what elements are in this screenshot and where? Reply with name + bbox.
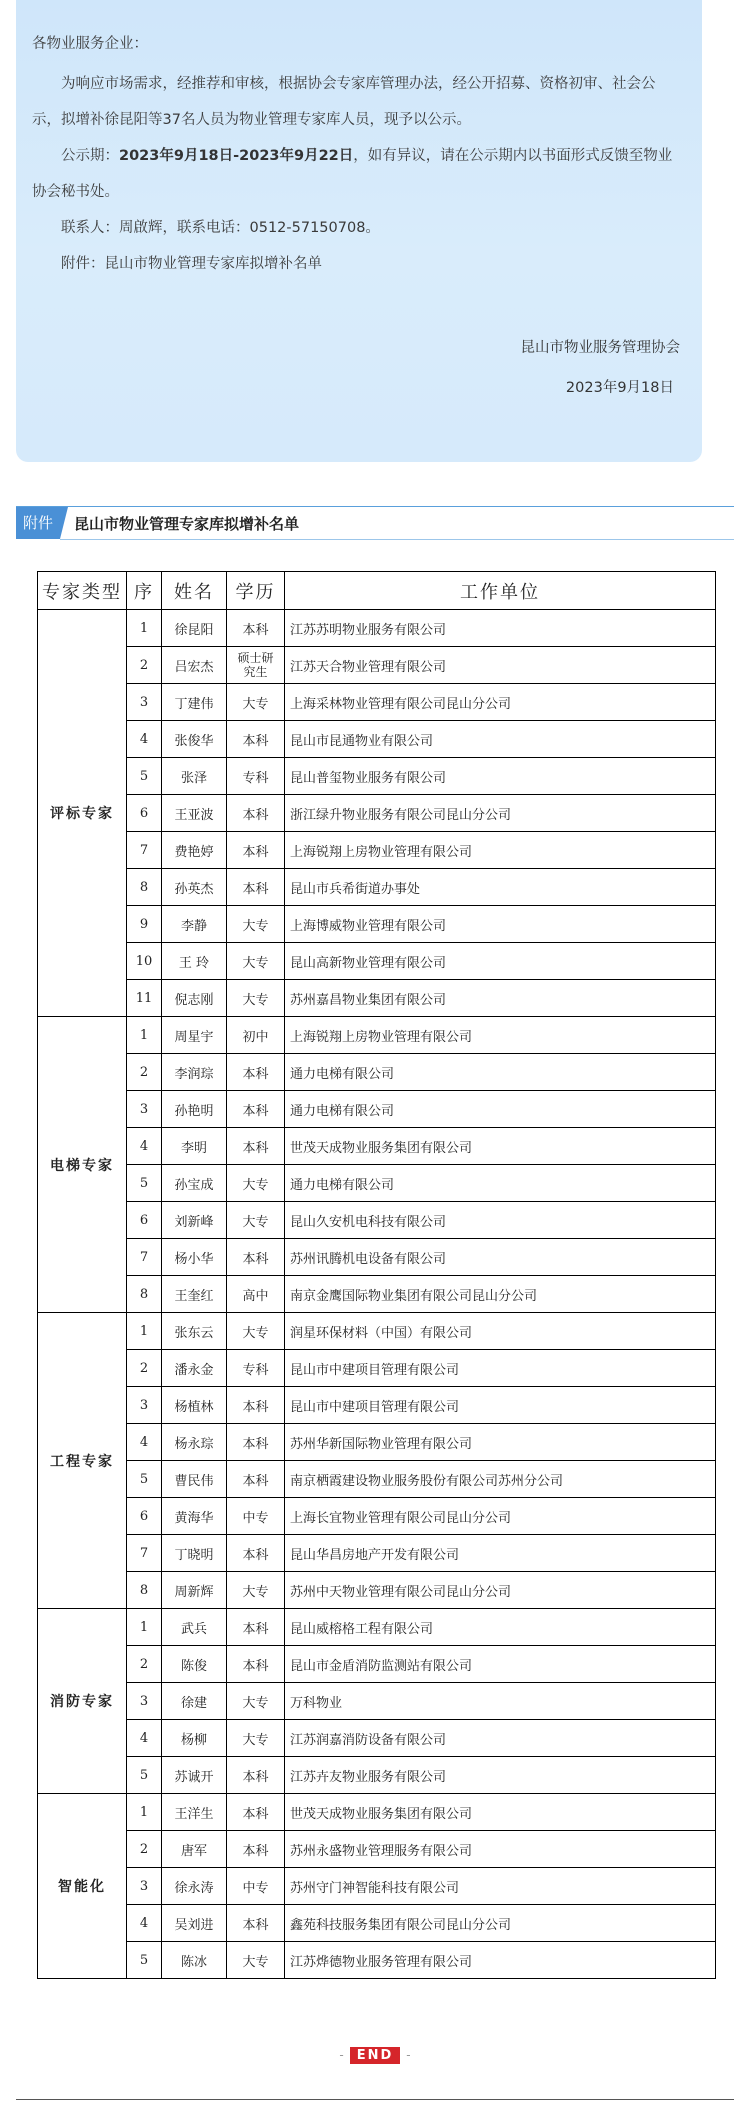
table-row <box>38 1239 716 1276</box>
no-cell: 1 <box>127 1017 162 1054</box>
notice-attachment: 附件：昆山市物业管理专家库拟增补名单 <box>61 256 322 272</box>
unit-cell: 昆山市金盾消防监测站有限公司 <box>285 1646 716 1683</box>
unit-cell: 苏州永盛物业管理服务有限公司 <box>285 1831 716 1868</box>
category-cell: 评标专家 <box>38 610 127 1017</box>
name-cell: 黄海华 <box>162 1498 227 1535</box>
no-cell: 6 <box>127 1202 162 1239</box>
no-cell: 4 <box>127 1128 162 1165</box>
unit-cell: 昆山威榕格工程有限公司 <box>285 1609 716 1646</box>
table-row <box>38 943 716 980</box>
no-cell: 5 <box>127 758 162 795</box>
name-cell: 杨植林 <box>162 1387 227 1424</box>
unit-cell: 上海锐翔上房物业管理有限公司 <box>285 832 716 869</box>
education-cell: 大专 <box>227 1165 285 1202</box>
no-cell: 2 <box>127 1831 162 1868</box>
education-cell: 大专 <box>227 684 285 721</box>
name-cell: 周新辉 <box>162 1572 227 1609</box>
table-row <box>38 1609 716 1646</box>
no-cell: 2 <box>127 1646 162 1683</box>
name-cell: 吕宏杰 <box>162 647 227 684</box>
period-rest: ，如有异议，请在公示期内以书面形式反馈至物业协会秘书处。 <box>32 148 673 200</box>
header-no: 序 <box>127 572 162 610</box>
name-cell: 徐昆阳 <box>162 610 227 647</box>
header-name: 姓名 <box>162 572 227 610</box>
education-cell: 本科 <box>227 1054 285 1091</box>
name-cell: 唐军 <box>162 1831 227 1868</box>
expert-table <box>37 571 716 1979</box>
table-row <box>38 1498 716 1535</box>
bottom-rule <box>16 2099 734 2100</box>
table-row <box>38 721 716 758</box>
name-cell: 倪志刚 <box>162 980 227 1017</box>
name-cell: 李明 <box>162 1128 227 1165</box>
no-cell: 2 <box>127 647 162 684</box>
name-cell: 李静 <box>162 906 227 943</box>
education-cell: 本科 <box>227 1091 285 1128</box>
no-cell: 2 <box>127 1054 162 1091</box>
unit-cell: 通力电梯有限公司 <box>285 1054 716 1091</box>
table-row <box>38 684 716 721</box>
no-cell: 4 <box>127 1720 162 1757</box>
name-cell: 杨小华 <box>162 1239 227 1276</box>
end-marker <box>325 2044 425 2063</box>
no-cell: 3 <box>127 1868 162 1905</box>
table-row <box>38 832 716 869</box>
unit-cell: 南京金鹰国际物业集团有限公司昆山分公司 <box>285 1276 716 1313</box>
unit-cell: 昆山普玺物业服务有限公司 <box>285 758 716 795</box>
education-cell: 高中 <box>227 1276 285 1313</box>
name-cell: 张俊华 <box>162 721 227 758</box>
name-cell: 吴刘进 <box>162 1905 227 1942</box>
name-cell: 费艳婷 <box>162 832 227 869</box>
no-cell: 1 <box>127 1794 162 1831</box>
no-cell: 5 <box>127 1461 162 1498</box>
annex-tag-tail <box>60 507 68 539</box>
period-value: 2023年9月18日-2023年9月22日 <box>119 148 354 164</box>
name-cell: 王亚波 <box>162 795 227 832</box>
unit-cell: 江苏润嘉消防设备有限公司 <box>285 1720 716 1757</box>
no-cell: 1 <box>127 1609 162 1646</box>
education-cell: 专科 <box>227 1350 285 1387</box>
unit-cell: 上海采林物业管理有限公司昆山分公司 <box>285 684 716 721</box>
table-row <box>38 1165 716 1202</box>
name-cell: 刘新峰 <box>162 1202 227 1239</box>
education-cell: 本科 <box>227 1831 285 1868</box>
header-category: 专家类型 <box>38 572 127 610</box>
no-cell: 9 <box>127 906 162 943</box>
name-cell: 张东云 <box>162 1313 227 1350</box>
no-cell: 3 <box>127 684 162 721</box>
name-cell: 杨永琮 <box>162 1424 227 1461</box>
education-cell: 本科 <box>227 1535 285 1572</box>
name-cell: 曹民伟 <box>162 1461 227 1498</box>
table-row <box>38 1054 716 1091</box>
unit-cell: 昆山高新物业管理有限公司 <box>285 943 716 980</box>
education-cell: 中专 <box>227 1498 285 1535</box>
unit-cell: 江苏天合物业管理有限公司 <box>285 647 716 684</box>
education-cell: 本科 <box>227 1424 285 1461</box>
name-cell: 陈冰 <box>162 1942 227 1979</box>
notice-greeting: 各物业服务企业： <box>32 36 148 52</box>
unit-cell: 世茂天成物业服务集团有限公司 <box>285 1794 716 1831</box>
education-cell: 本科 <box>227 721 285 758</box>
name-cell: 武兵 <box>162 1609 227 1646</box>
unit-cell: 鑫苑科技服务集团有限公司昆山分公司 <box>285 1905 716 1942</box>
education-cell: 本科 <box>227 1461 285 1498</box>
issuing-organization: 昆山市物业服务管理协会 <box>520 340 680 356</box>
education-cell: 硕士研究生 <box>227 647 285 684</box>
table-row <box>38 758 716 795</box>
education-cell: 本科 <box>227 869 285 906</box>
table-row <box>38 1757 716 1794</box>
education-cell: 本科 <box>227 1387 285 1424</box>
unit-cell: 通力电梯有限公司 <box>285 1091 716 1128</box>
education-cell: 本科 <box>227 1757 285 1794</box>
no-cell: 7 <box>127 1239 162 1276</box>
unit-cell: 南京栖霞建设物业服务股份有限公司苏州分公司 <box>285 1461 716 1498</box>
table-row <box>38 1868 716 1905</box>
annex-header <box>16 506 734 562</box>
header-unit: 工作单位 <box>285 572 716 610</box>
education-cell: 大专 <box>227 980 285 1017</box>
category-cell: 消防专家 <box>38 1609 127 1794</box>
unit-cell: 苏州华新国际物业管理有限公司 <box>285 1424 716 1461</box>
table-row <box>38 1387 716 1424</box>
annex-tag: 附件 <box>16 507 60 539</box>
education-cell: 本科 <box>227 610 285 647</box>
table-row <box>38 906 716 943</box>
end-dash-right: - <box>406 2048 411 2062</box>
table-row <box>38 869 716 906</box>
no-cell: 4 <box>127 1905 162 1942</box>
name-cell: 陈俊 <box>162 1646 227 1683</box>
no-cell: 5 <box>127 1757 162 1794</box>
education-cell: 本科 <box>227 795 285 832</box>
table-row <box>38 610 716 647</box>
no-cell: 3 <box>127 1091 162 1128</box>
table-header-row <box>38 572 716 610</box>
education-cell: 本科 <box>227 1239 285 1276</box>
no-cell: 8 <box>127 1572 162 1609</box>
name-cell: 潘永金 <box>162 1350 227 1387</box>
table-row <box>38 1646 716 1683</box>
unit-cell: 昆山市中建项目管理有限公司 <box>285 1387 716 1424</box>
table-row <box>38 980 716 1017</box>
table-row <box>38 1276 716 1313</box>
name-cell: 丁晓明 <box>162 1535 227 1572</box>
education-cell: 本科 <box>227 832 285 869</box>
no-cell: 5 <box>127 1942 162 1979</box>
name-cell: 王奎红 <box>162 1276 227 1313</box>
education-cell: 大专 <box>227 943 285 980</box>
name-cell: 徐建 <box>162 1683 227 1720</box>
no-cell: 8 <box>127 1276 162 1313</box>
unit-cell: 昆山市兵希街道办事处 <box>285 869 716 906</box>
education-cell: 初中 <box>227 1017 285 1054</box>
name-cell: 苏诚开 <box>162 1757 227 1794</box>
no-cell: 2 <box>127 1350 162 1387</box>
no-cell: 6 <box>127 1498 162 1535</box>
name-cell: 杨柳 <box>162 1720 227 1757</box>
unit-cell: 上海长宜物业管理有限公司昆山分公司 <box>285 1498 716 1535</box>
unit-cell: 昆山久安机电科技有限公司 <box>285 1202 716 1239</box>
table-row <box>38 1905 716 1942</box>
notice-contact: 联系人：周啟辉，联系电话：0512-57150708。 <box>61 220 380 236</box>
period-label: 公示期： <box>61 148 119 164</box>
unit-cell: 上海锐翔上房物业管理有限公司 <box>285 1017 716 1054</box>
table-row <box>38 1017 716 1054</box>
unit-cell: 通力电梯有限公司 <box>285 1165 716 1202</box>
notice-paragraph: 为响应市场需求，经推荐和审核，根据协会专家库管理办法，经公开招募、资格初审、社会公示，拟增补徐昆阳等37名人员为物业管理专家库人员，现予以公示。 <box>32 76 656 128</box>
name-cell: 孙英杰 <box>162 869 227 906</box>
unit-cell: 浙江绿升物业服务有限公司昆山分公司 <box>285 795 716 832</box>
table-row <box>38 1202 716 1239</box>
education-cell: 大专 <box>227 1572 285 1609</box>
education-cell: 本科 <box>227 1646 285 1683</box>
unit-cell: 昆山市中建项目管理有限公司 <box>285 1350 716 1387</box>
table-row <box>38 1683 716 1720</box>
name-cell: 孙宝成 <box>162 1165 227 1202</box>
unit-cell: 苏州讯腾机电设备有限公司 <box>285 1239 716 1276</box>
notice-period <box>32 138 682 210</box>
expert-table-wrapper <box>37 571 715 1979</box>
no-cell: 3 <box>127 1683 162 1720</box>
education-cell: 大专 <box>227 906 285 943</box>
category-cell: 智能化 <box>38 1794 127 1979</box>
name-cell: 李润琮 <box>162 1054 227 1091</box>
table-row <box>38 1720 716 1757</box>
education-cell: 大专 <box>227 1683 285 1720</box>
end-dash-left: - <box>339 2048 344 2062</box>
no-cell: 11 <box>127 980 162 1017</box>
unit-cell: 苏州守门神智能科技有限公司 <box>285 1868 716 1905</box>
name-cell: 周星宇 <box>162 1017 227 1054</box>
education-cell: 大专 <box>227 1720 285 1757</box>
no-cell: 3 <box>127 1387 162 1424</box>
unit-cell: 江苏卉友物业服务有限公司 <box>285 1757 716 1794</box>
no-cell: 7 <box>127 1535 162 1572</box>
table-row <box>38 1535 716 1572</box>
no-cell: 4 <box>127 721 162 758</box>
education-cell: 专科 <box>227 758 285 795</box>
education-cell: 本科 <box>227 1905 285 1942</box>
unit-cell: 苏州中天物业管理有限公司昆山分公司 <box>285 1572 716 1609</box>
education-cell: 大专 <box>227 1202 285 1239</box>
name-cell: 王 玲 <box>162 943 227 980</box>
education-cell: 中专 <box>227 1868 285 1905</box>
table-row <box>38 1350 716 1387</box>
annex-bottom-rule <box>60 539 734 540</box>
table-row <box>38 1942 716 1979</box>
category-cell: 工程专家 <box>38 1313 127 1609</box>
no-cell: 10 <box>127 943 162 980</box>
education-cell: 本科 <box>227 1128 285 1165</box>
unit-cell: 世茂天成物业服务集团有限公司 <box>285 1128 716 1165</box>
table-row <box>38 1128 716 1165</box>
unit-cell: 昆山市昆通物业有限公司 <box>285 721 716 758</box>
table-row <box>38 1794 716 1831</box>
name-cell: 张泽 <box>162 758 227 795</box>
unit-cell: 苏州嘉昌物业集团有限公司 <box>285 980 716 1017</box>
table-row <box>38 795 716 832</box>
unit-cell: 江苏烨德物业服务管理有限公司 <box>285 1942 716 1979</box>
education-cell: 本科 <box>227 1794 285 1831</box>
no-cell: 4 <box>127 1424 162 1461</box>
unit-cell: 江苏苏明物业服务有限公司 <box>285 610 716 647</box>
header-education: 学历 <box>227 572 285 610</box>
table-row <box>38 1572 716 1609</box>
table-row <box>38 1313 716 1350</box>
issue-date: 2023年9月18日 <box>565 380 674 396</box>
unit-cell: 万科物业 <box>285 1683 716 1720</box>
no-cell: 7 <box>127 832 162 869</box>
name-cell: 丁建伟 <box>162 684 227 721</box>
unit-cell: 润星环保材料（中国）有限公司 <box>285 1313 716 1350</box>
no-cell: 6 <box>127 795 162 832</box>
unit-cell: 昆山华昌房地产开发有限公司 <box>285 1535 716 1572</box>
unit-cell: 上海博威物业管理有限公司 <box>285 906 716 943</box>
annex-title: 昆山市物业管理专家库拟增补名单 <box>74 515 300 533</box>
annex-top-rule <box>16 506 734 507</box>
no-cell: 8 <box>127 869 162 906</box>
table-row <box>38 1091 716 1128</box>
table-row <box>38 1461 716 1498</box>
no-cell: 1 <box>127 610 162 647</box>
no-cell: 5 <box>127 1165 162 1202</box>
name-cell: 孙艳明 <box>162 1091 227 1128</box>
education-cell: 本科 <box>227 1609 285 1646</box>
name-cell: 王洋生 <box>162 1794 227 1831</box>
end-badge: END <box>350 2047 401 2064</box>
notice-card <box>16 0 702 462</box>
education-cell: 大专 <box>227 1942 285 1979</box>
table-row <box>38 1831 716 1868</box>
name-cell: 徐永涛 <box>162 1868 227 1905</box>
table-row <box>38 1424 716 1461</box>
education-cell: 大专 <box>227 1313 285 1350</box>
table-row <box>38 647 716 684</box>
no-cell: 1 <box>127 1313 162 1350</box>
category-cell: 电梯专家 <box>38 1017 127 1313</box>
